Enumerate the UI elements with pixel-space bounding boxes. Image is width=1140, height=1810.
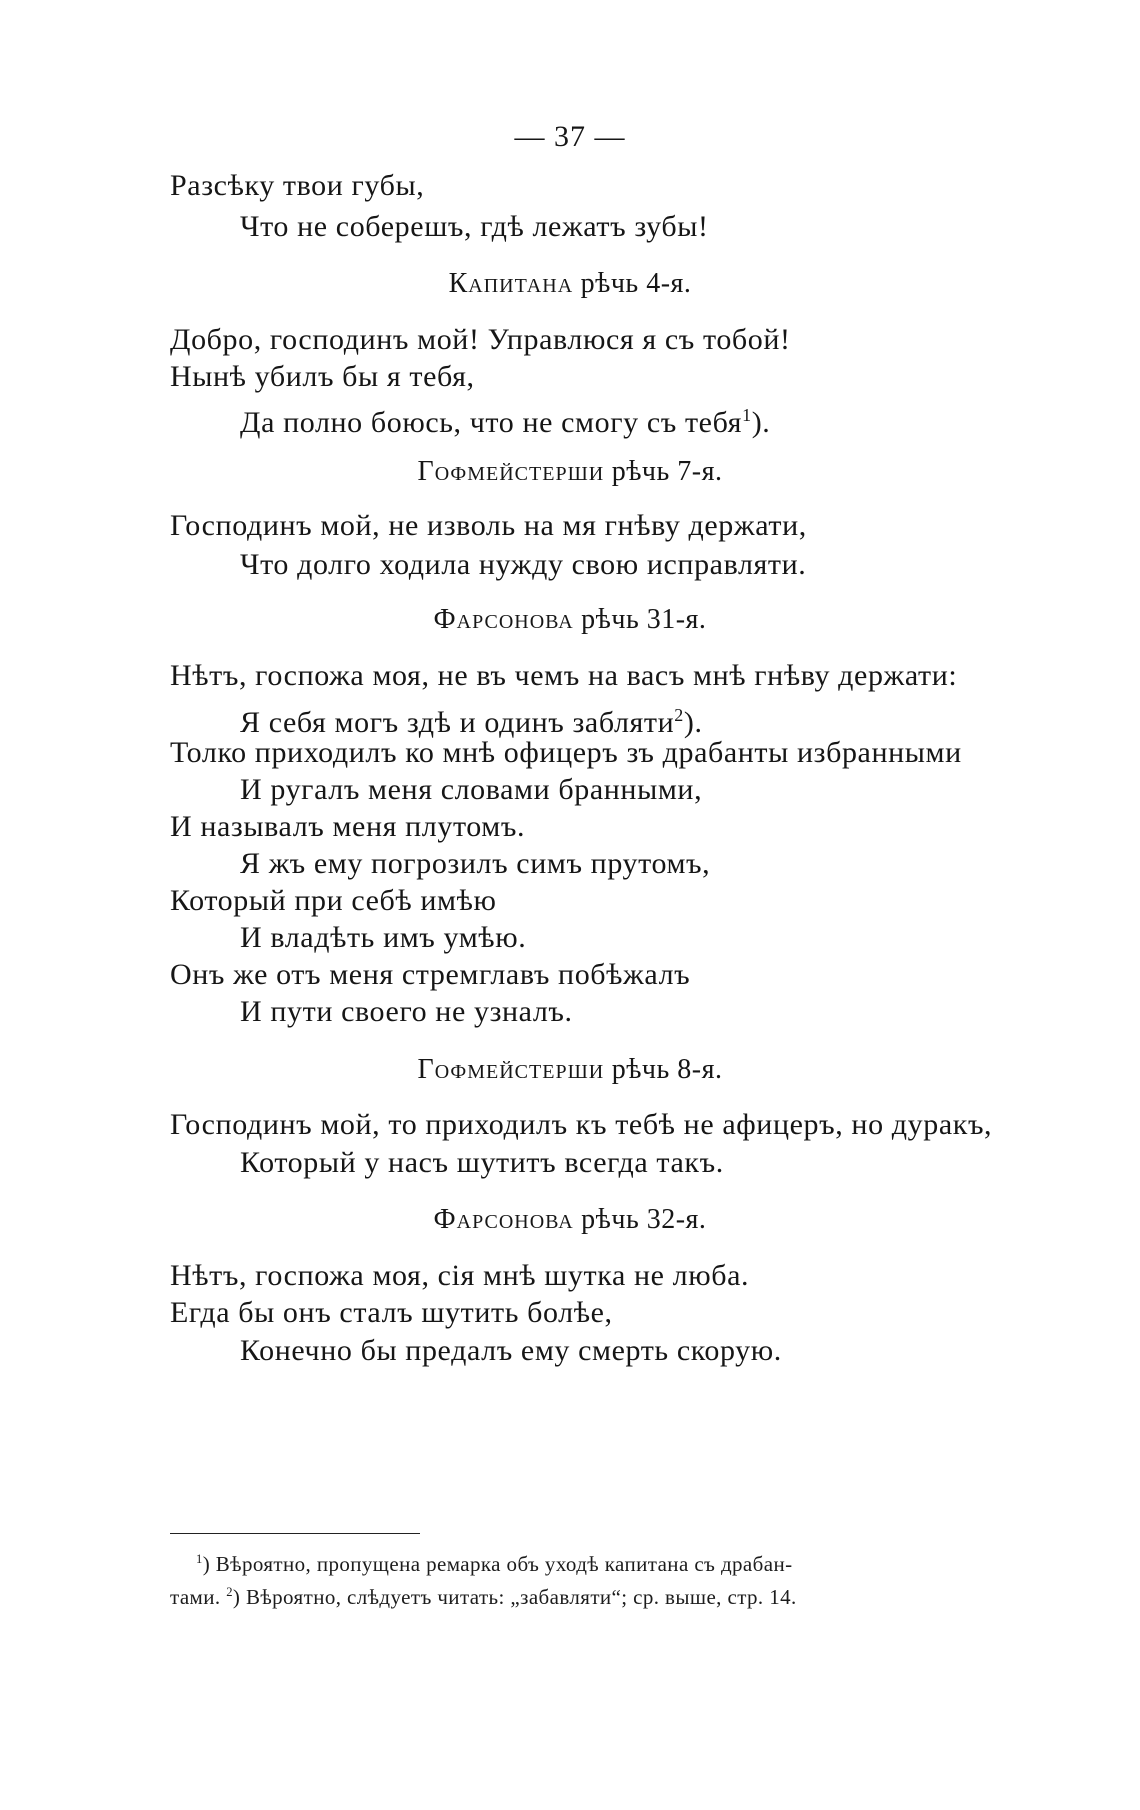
footnote-line [196,1552,793,1577]
verse-line: И владѣть имъ умѣю. [240,921,527,954]
verse-line: Егда бы онъ сталъ шутить болѣе, [170,1296,613,1329]
verse-line: Нѣтъ, госпожа моя, не въ чемъ на васъ мнѣ гнѣву держати: [170,659,958,692]
verse-line: И ругалъ меня словами бранными, [240,773,703,806]
verse-line: И называлъ меня плутомъ. [170,810,526,843]
verse-line: Который при себѣ имѣю [170,884,497,917]
verse-line: Нынѣ убилъ бы я тебя, [170,360,475,393]
speaker-name: Капитана [448,268,574,299]
verse-line: Что не соберешъ, гдѣ лежатъ зубы! [240,210,709,243]
footnote-text: ) Вѣроятно, слѣдуетъ читать: „забавляти“; ср. выше, стр. 14. [232,1585,797,1609]
footnote-text: ) Вѣроятно, пропущена ремарка объ уходѣ капитана съ драбан- [202,1552,793,1576]
verse-line: Господинъ мой, то приходилъ къ тебѣ не афицеръ, но дуракъ, [170,1108,993,1141]
speech-heading [0,1204,1140,1236]
speaker-name: Фарсонова [433,1204,574,1235]
verse-line [240,397,770,441]
verse-line: Который у насъ шутитъ всегда такъ. [240,1146,724,1179]
verse-text: Да полно боюсь, что не смогу съ тебя [240,406,743,439]
verse-text: Я себя могъ здѣ и одинъ забляти [240,706,675,739]
verse-line: Нѣтъ, госпожа моя, сія мнѣ шутка не люба. [170,1259,750,1292]
speaker-name: Гофмейстерши [417,456,605,487]
verse-line: Разсѣку твои губы, [170,169,425,202]
speech-heading [0,604,1140,636]
verse-line: Конечно бы предалъ ему смерть скорую. [240,1334,782,1367]
footnote-line [170,1585,797,1610]
speech-heading [0,268,1140,300]
verse-line: Я жъ ему погрозилъ симъ прутомъ, [240,847,711,880]
speech-number: рѣчь 31-я. [581,604,707,635]
footnote-divider [170,1533,420,1534]
verse-text-end: ). [751,406,771,439]
verse-line: Господинъ мой, не изволь на мя гнѣву держати, [170,509,807,542]
verse-line: Толко приходилъ ко мнѣ офицеръ зъ драбанты избранными [170,736,962,769]
footnote-ref: 2 [674,705,684,725]
footnote-text: тами. [170,1585,221,1609]
verse-line: Добро, господинъ мой! Управлюся я съ тобой! [170,323,791,356]
speech-heading [0,1054,1140,1086]
speech-number: рѣчь 7-я. [611,456,723,487]
page-number: — 37 — [514,120,626,153]
verse-line: И пути своего не узналъ. [240,995,573,1028]
verse-line: Что долго ходила нужду свою исправляти. [240,548,807,581]
footnote-mark: 1 [196,1552,203,1566]
speech-number: рѣчь 4-я. [580,268,692,299]
speech-heading [0,456,1140,488]
speech-number: рѣчь 32-я. [581,1204,707,1235]
speaker-name: Гофмейстерши [417,1054,605,1085]
speech-number: рѣчь 8-я. [611,1054,723,1085]
speaker-name: Фарсонова [433,604,574,635]
verse-line: Онъ же отъ меня стремглавъ побѣжалъ [170,958,691,991]
footnote-mark: 2 [226,1585,233,1599]
verse-text-end: ). [683,706,703,739]
footnote-ref: 1 [742,405,752,425]
